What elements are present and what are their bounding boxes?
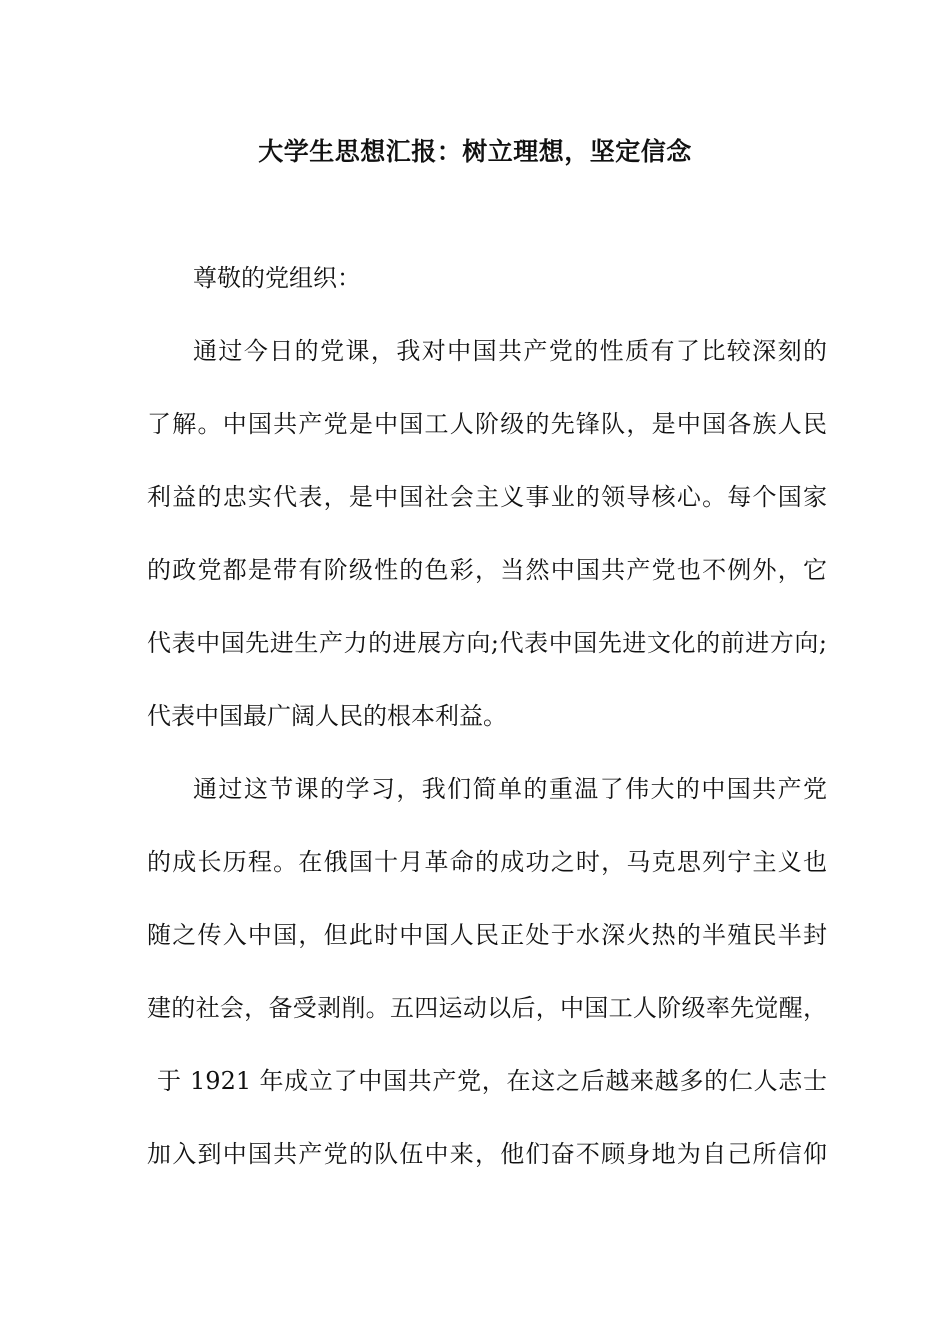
- body-line-10: 建的社会，备受剥削。五四运动以后，中国工人阶级率先觉醒，: [147, 994, 827, 1022]
- body-line-11: 于 1921 年成立了中国共产党，在这之后越来越多的仁人志士: [157, 1067, 827, 1095]
- body-line-1: 通过今日的党课，我对中国共产党的性质有了比较深刻的: [193, 337, 827, 365]
- body-line-3: 利益的忠实代表，是中国社会主义事业的领导核心。每个国家: [147, 483, 827, 511]
- body-line-4: 的政党都是带有阶级性的色彩，当然中国共产党也不例外，它: [147, 556, 827, 584]
- body-line-5: 代表中国先进生产力的进展方向;代表中国先进文化的前进方向;: [147, 629, 827, 657]
- salutation: 尊敬的党组织：: [193, 264, 361, 292]
- body-line-8: 的成长历程。在俄国十月革命的成功之时，马克思列宁主义也: [147, 848, 827, 876]
- document-title: 大学生思想汇报：树立理想，坚定信念: [258, 137, 692, 166]
- body-line-7: 通过这节课的学习，我们简单的重温了伟大的中国共产党: [193, 775, 827, 803]
- body-line-12: 加入到中国共产党的队伍中来，他们奋不顾身地为自己所信仰: [147, 1140, 827, 1168]
- body-line-6: 代表中国最广阔人民的根本利益。: [147, 702, 507, 730]
- body-line-9: 随之传入中国，但此时中国人民正处于水深火热的半殖民半封: [147, 921, 827, 949]
- body-line-2: 了解。中国共产党是中国工人阶级的先锋队，是中国各族人民: [147, 410, 827, 438]
